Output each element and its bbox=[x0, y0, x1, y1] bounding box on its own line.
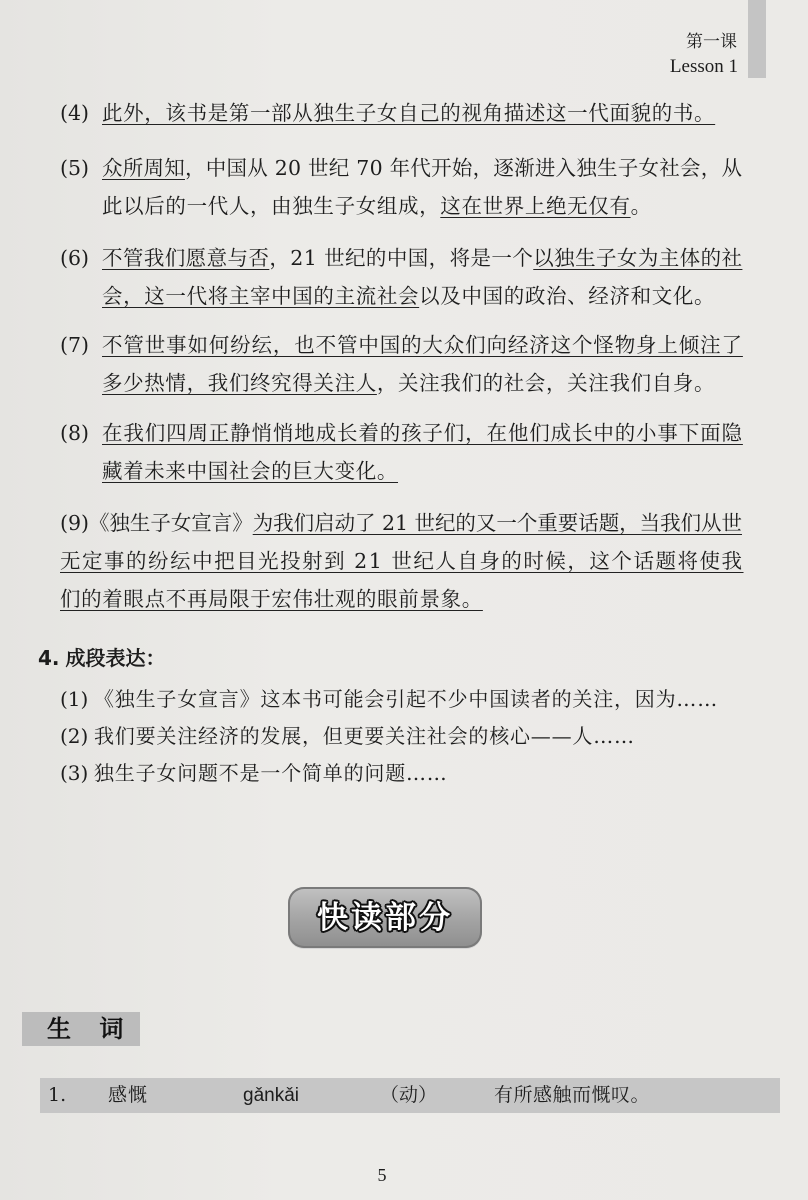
underlined-text: 众所周知 bbox=[102, 156, 185, 180]
running-header-lesson-cn: 第一课 bbox=[686, 32, 737, 52]
underlined-text: 不管我们愿意与否 bbox=[102, 246, 270, 270]
section-badge bbox=[288, 887, 482, 948]
sentence-number: (5) bbox=[60, 156, 90, 180]
paragraph-prompt bbox=[0, 758, 808, 788]
sentence-line-text bbox=[102, 94, 715, 132]
sentence-number: (6) bbox=[60, 246, 90, 270]
section-title bbox=[38, 643, 166, 673]
paragraph-prompt bbox=[0, 684, 808, 714]
sentence-number: (7) bbox=[60, 333, 90, 357]
vocab-definition: 有所感触而慨叹。 bbox=[494, 1084, 651, 1106]
sentence-line bbox=[102, 414, 742, 452]
vocab-word: 感慨 bbox=[108, 1084, 149, 1106]
underlined-text: 这在世界上绝无仅有 bbox=[440, 194, 631, 218]
vocab-header-label: 生 词 bbox=[47, 1015, 134, 1043]
section-badge-label: 快读部分 bbox=[317, 899, 453, 936]
plain-text: 以及中国的政治、经济和文化。 bbox=[419, 284, 716, 308]
sentence-line bbox=[102, 187, 742, 225]
chapter-tab-bar bbox=[748, 0, 766, 78]
sentence-line bbox=[102, 364, 742, 402]
section-number: 4. bbox=[38, 646, 60, 670]
sentence-line-text bbox=[60, 580, 483, 618]
underlined-text: 以独生子女为主体的社 bbox=[533, 246, 743, 270]
sentence-line bbox=[102, 277, 742, 315]
plain-text: ，中国从 20 世纪 70 年代开始，逐渐进入独生子女社会，从 bbox=[184, 156, 743, 180]
sentence-line bbox=[102, 94, 742, 132]
sentence-line bbox=[60, 580, 742, 618]
plain-text: 《独生子女宣言》 bbox=[88, 511, 253, 535]
underlined-text: 多少热情，我们终究得关注人 bbox=[102, 371, 377, 395]
underlined-text: 此外，该书是第一部从独生子女自己的视角描述这一代面貌的书。 bbox=[102, 101, 716, 125]
sentence-line bbox=[102, 149, 742, 187]
plain-text: ，21 世纪的中国，将是一个 bbox=[269, 246, 534, 270]
sentence-number: (4) bbox=[60, 101, 90, 125]
sentence-line-text bbox=[60, 504, 742, 542]
sentence-line bbox=[60, 542, 742, 580]
underlined-text: 不管世事如何纷纭，也不管中国的大众们向经济这个怪物身上倾注了 bbox=[102, 333, 743, 357]
sentence-line-text bbox=[102, 239, 742, 277]
prompt-text: 我们要关注经济的发展，但更要关注社会的核心——人…… bbox=[94, 724, 635, 748]
vocab-pinyin: gǎnkǎi bbox=[243, 1085, 299, 1106]
plain-text: 此以后的一代人，由独生子女组成， bbox=[102, 194, 441, 218]
sentence-line bbox=[60, 504, 742, 542]
vocab-part-of-speech: （动） bbox=[380, 1084, 438, 1106]
sentence-line bbox=[102, 239, 742, 277]
running-header-lesson-en: Lesson 1 bbox=[669, 56, 738, 77]
page-number: 5 bbox=[377, 1165, 387, 1185]
sentence-line-text bbox=[102, 364, 715, 402]
prompt-number: (2) bbox=[60, 724, 89, 748]
underlined-text: 会，这一代将主宰中国的主流社会 bbox=[102, 284, 420, 308]
plain-text: ，关注我们的社会，关注我们自身。 bbox=[376, 371, 716, 395]
vocab-number: 1. bbox=[48, 1084, 67, 1106]
sentence-line-text bbox=[102, 414, 743, 452]
underlined-text: 藏着未来中国社会的巨大变化。 bbox=[102, 459, 399, 483]
paragraph-prompt bbox=[0, 721, 808, 751]
sentence-number: (8) bbox=[60, 421, 90, 445]
sentence-line-text bbox=[102, 149, 742, 187]
section-title-text: 成段表达： bbox=[65, 646, 166, 670]
sentence-line bbox=[102, 452, 742, 490]
prompt-number: (3) bbox=[60, 761, 89, 785]
sentence-line-text bbox=[102, 326, 743, 364]
sentence-line-text bbox=[60, 542, 744, 580]
sentence-line-text bbox=[102, 187, 652, 225]
underlined-text: 们的着眼点不再局限于宏伟壮观的眼前景象。 bbox=[60, 587, 483, 611]
underlined-text: 在我们四周正静悄悄地成长着的孩子们，在他们成长中的小事下面隐 bbox=[102, 421, 743, 445]
sentence-line-text bbox=[102, 277, 715, 315]
prompt-number: (1) bbox=[60, 687, 89, 711]
underlined-text: 无定事的纷纭中把目光投射到 21 世纪人自身的时候，这个话题将使我 bbox=[60, 549, 744, 573]
sentence-number: (9) bbox=[60, 511, 89, 535]
plain-text: 。 bbox=[630, 194, 652, 218]
sentence-line bbox=[102, 326, 742, 364]
underlined-text: 为我们启动了 21 世纪的又一个重要话题，当我们从世 bbox=[252, 511, 742, 535]
sentence-line-text bbox=[102, 452, 398, 490]
prompt-text: 《独生子女宣言》这本书可能会引起不少中国读者的关注，因为…… bbox=[94, 687, 718, 711]
prompt-text: 独生子女问题不是一个简单的问题…… bbox=[94, 761, 448, 785]
